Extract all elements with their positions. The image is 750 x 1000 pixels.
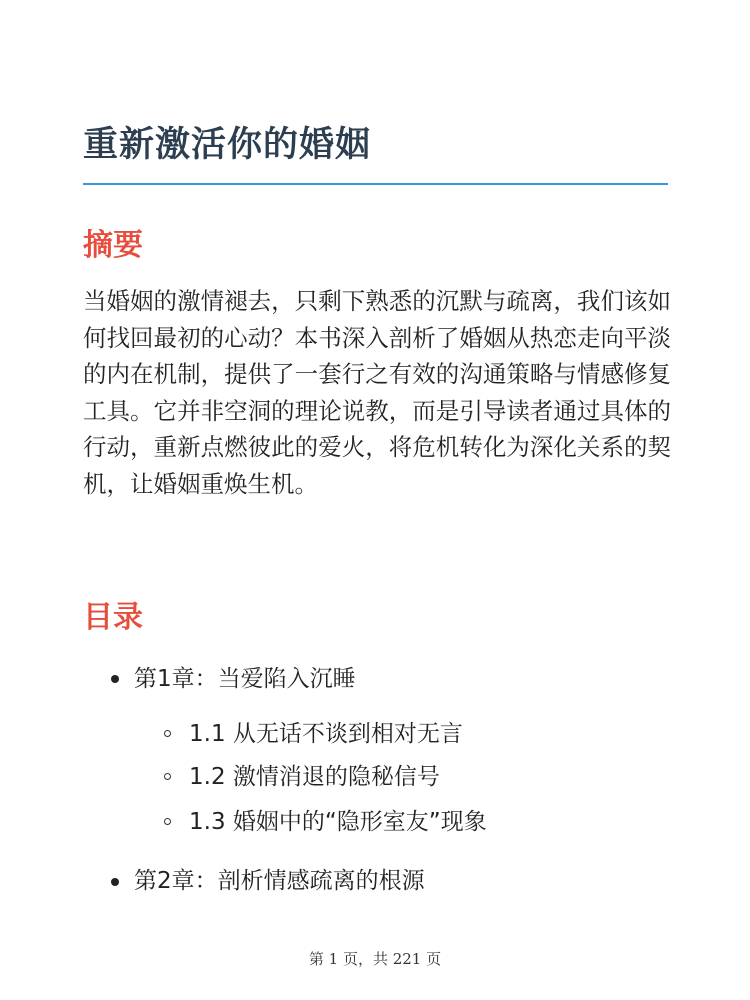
abstract-paragraph: 当婚姻的激情褪去，只剩下熟悉的沉默与疏离，我们该如何找回最初的心动？本书深入剖析了婚姻从热恋走向平淡的内在机制，提供了一套行之有效的沟通策略与情感修复工具。它并非空洞的理论说教，而是引导读者通过具体的行动，重新点燃彼此的爱火，将危机转化为深化关系的契机，让婚姻重焕生机。 xyxy=(83,287,671,498)
abstract-heading: 摘要 xyxy=(83,228,143,263)
toc-chapter-2: 第2章：剖析情感疏离的根源 xyxy=(134,868,425,894)
section-bullet-icon xyxy=(164,818,171,825)
toc-chapter-1: 第1章：当爱陷入沉睡 xyxy=(134,666,356,692)
toc-section-1-1: 1.1 从无话不谈到相对无言 xyxy=(189,721,463,747)
chapter-bullet-icon xyxy=(111,675,119,683)
page-footer: 第 1 页，共 221 页 xyxy=(308,950,442,968)
section-bullet-icon xyxy=(164,773,171,780)
chapter-bullet-icon xyxy=(111,878,119,886)
toc-section-1-3: 1.3 婚姻中的“隐形室友”现象 xyxy=(189,809,487,835)
section-bullet-icon xyxy=(164,730,171,737)
toc-section-1-2: 1.2 激情消退的隐秘信号 xyxy=(189,764,440,790)
toc-heading: 目录 xyxy=(83,600,143,635)
title-divider xyxy=(83,183,668,185)
document-title: 重新激活你的婚姻 xyxy=(83,125,372,165)
